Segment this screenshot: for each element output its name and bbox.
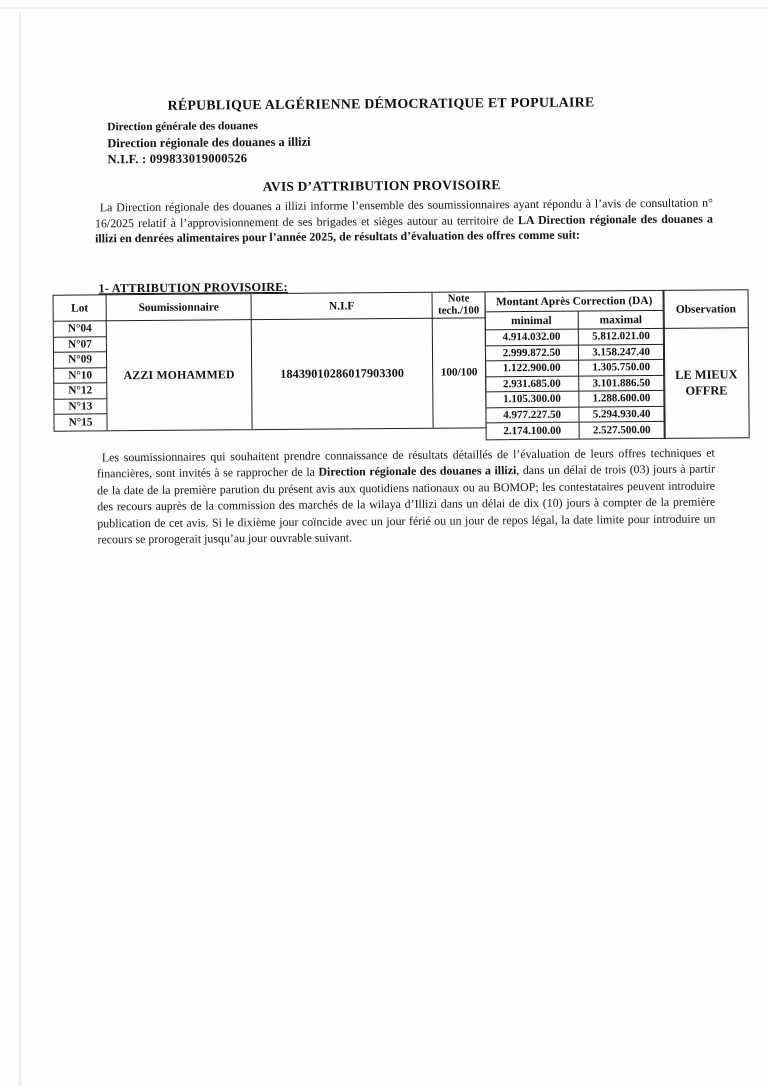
award-table [53, 289, 750, 443]
observation-line2: OFFRE [685, 383, 728, 399]
lot-cell: N°10 [54, 368, 107, 384]
amount-max-cell: 2.527.500.00 [592, 423, 651, 437]
soumissionnaire-cell: AZZI MOHAMMED [107, 320, 253, 430]
closing-text-1: Les soumissionnaires qui souhaitent prendre connaissance de résultats détaillés de l’évaluation de leurs offres techniques et financières, sont invités à se rapprocher de la [96, 445, 715, 481]
header-lot: Lot [54, 295, 107, 321]
note-cell: 100/100 [440, 366, 478, 379]
amount-min-cell: 2.999.872.50 [486, 345, 579, 361]
header-observation: Observation [664, 290, 748, 329]
closing-text-bold: Direction régionale des douanes a illizi [318, 463, 517, 480]
republic-title: RÉPUBLIQUE ALGÉRIENNE DÉMOCRATIQUE ET POPULAIRE [167, 94, 595, 113]
notice-title: AVIS D’ATTRIBUTION PROVISOIRE [262, 177, 501, 195]
observation-line1: LE MIEUX [675, 367, 738, 382]
amount-max-cell: 3.158.247.40 [579, 344, 664, 360]
intro-paragraph [95, 196, 713, 248]
org-line-general-direction: Direction générale des douanes [107, 120, 258, 134]
amount-min-cell: 4.914.032.00 [485, 330, 578, 346]
org-nif-line: N.I.F. : 099833019000526 [107, 151, 248, 167]
table-montant-group [484, 290, 665, 440]
amount-min-cell: 2.174.100.00 [486, 423, 579, 439]
header-note-line2: tech./100 [438, 303, 480, 317]
header-maximal: maximal [578, 311, 663, 330]
lot-cell: N°07 [54, 337, 107, 353]
header-note-line1: Note [447, 292, 470, 305]
amount-max-cell: 1.288.600.00 [579, 391, 664, 407]
amount-min-cell: 2.931.685.00 [486, 376, 579, 392]
closing-paragraph [97, 445, 716, 548]
table-observation-group [663, 289, 750, 438]
header-minimal: minimal [485, 312, 578, 331]
lot-cell: N°13 [54, 399, 107, 415]
observation-cell [664, 328, 749, 437]
amount-max-cell: 5.294.930.40 [579, 406, 664, 422]
lot-cell: N°09 [54, 352, 107, 368]
intro-text-normal: La Direction régionale des douanes a illizi informe l’ensemble des soumissionnaires ayant répondu à l’avis de consultation n° 16/2025 relatif à l’approvisionnement de ses brigades et sièges autour au territoire de [94, 195, 713, 230]
amount-min-cell: 1.122.900.00 [486, 361, 579, 377]
header-soumissionnaire: Soumissionnaire [107, 294, 252, 321]
lot-cell: N°04 [54, 321, 107, 337]
amount-min-cell: 1.105.300.00 [486, 392, 579, 408]
amount-min-cell: 4.977.227.50 [486, 407, 579, 423]
amount-max-cell: 3.101.886.50 [579, 375, 664, 391]
section-heading: 1- ATTRIBUTION PROVISOIRE: [98, 279, 289, 296]
closing-text-2: , dans un délai de trois (03) jours à partir de la date de la première parution du présent avis aux quotidiens nationaux ou au BOMOP; les contestataires peuvent introduire des recours auprès de la commission des marchés de la wilaya d’Illizi dans un délai de dix (10) jours à compter de la première publication de cet avis. Si le dixième jour coïncide avec un jour férié ou un jour de repos légal, la date limite pour introduire un recours se prorogerait jusqu’au jour ouvrable suivant. [97, 461, 716, 547]
intro-text-bold: LA Direction régionale des douanes a illizi en denrées alimentaires pour l’année 2025, de résultats d’évaluation des offres comme suit: [95, 211, 713, 246]
lot-cell: N°12 [54, 383, 107, 399]
org-line-regional-direction: Direction régionale des douanes a illizi [107, 134, 311, 151]
amount-max-cell: 5.812.021.00 [578, 329, 663, 345]
nif-cell: 18439010286017903300 [252, 319, 434, 429]
header-montant-group: Montant Après Correction (DA) [485, 291, 663, 312]
header-note [433, 292, 485, 318]
table-left-group [53, 291, 487, 431]
amount-max-cell: 1.305.750.00 [579, 360, 664, 376]
header-nif: N.I.F [252, 293, 433, 320]
lot-cell: N°15 [54, 414, 107, 430]
